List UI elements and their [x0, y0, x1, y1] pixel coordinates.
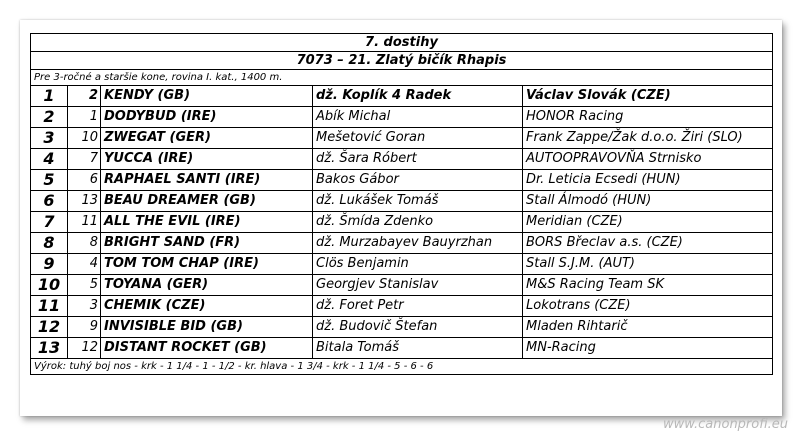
owner-cell: Lokotrans (CZE): [523, 296, 773, 317]
jockey-cell: dž. Murzabayev Bauyrzhan: [313, 233, 523, 254]
table-row: [31, 254, 772, 275]
number-cell: 9: [68, 317, 101, 338]
number-cell: 10: [68, 128, 101, 149]
place-cell: 6: [31, 191, 68, 212]
number-cell: 7: [68, 149, 101, 170]
table-row: [31, 170, 772, 191]
table-row: [31, 86, 772, 107]
table-row: [31, 233, 772, 254]
jockey-cell: dž. Šmída Zdenko: [313, 212, 523, 233]
jockey-cell: dž. Šara Róbert: [313, 149, 523, 170]
jockey-cell: Abík Michal: [313, 107, 523, 128]
jockey-cell: Mešetović Goran: [313, 128, 523, 149]
jockey-cell: dž. Lukášek Tomáš: [313, 191, 523, 212]
race-name: 7073 – 21. Zlatý bičík Rhapis: [31, 52, 772, 70]
watermark: www.canonprofi.eu: [662, 417, 788, 432]
table-row: [31, 317, 772, 338]
owner-cell: BORS Břeclav a.s. (CZE): [523, 233, 773, 254]
table-row: [31, 107, 772, 128]
number-cell: 11: [68, 212, 101, 233]
race-conditions: Pre 3-ročné a staršie kone, rovina I. kat., 1400 m.: [31, 70, 772, 86]
owner-cell: Frank Zappe/Žak d.o.o. Žiri (SLO): [523, 128, 773, 149]
jockey-cell: Clös Benjamin: [313, 254, 523, 275]
owner-cell: MN-Racing: [523, 338, 773, 359]
place-cell: 7: [31, 212, 68, 233]
number-cell: 12: [68, 338, 101, 359]
place-cell: 1: [31, 86, 68, 107]
number-cell: 6: [68, 170, 101, 191]
place-cell: 4: [31, 149, 68, 170]
number-cell: 8: [68, 233, 101, 254]
table-row: [31, 338, 772, 359]
place-cell: 10: [31, 275, 68, 296]
jockey-cell: dž. Budovič Štefan: [313, 317, 523, 338]
owner-cell: Václav Slovák (CZE): [523, 86, 773, 107]
jockey-cell: Georgjev Stanislav: [313, 275, 523, 296]
horse-cell: RAPHAEL SANTI (IRE): [101, 170, 313, 191]
table-row: [31, 128, 772, 149]
results-frame: [30, 33, 773, 375]
owner-cell: Stall S.J.M. (AUT): [523, 254, 773, 275]
horse-cell: TOYANA (GER): [101, 275, 313, 296]
table-row: [31, 212, 772, 233]
owner-cell: AUTOOPRAVOVŇA Strnisko: [523, 149, 773, 170]
table-row: [31, 296, 772, 317]
number-cell: 1: [68, 107, 101, 128]
place-cell: 9: [31, 254, 68, 275]
table-row: [31, 149, 772, 170]
horse-cell: KENDY (GB): [101, 86, 313, 107]
jockey-cell: dž. Koplík 4 Radek: [313, 86, 523, 107]
number-cell: 3: [68, 296, 101, 317]
race-number-title: 7. dostihy: [31, 34, 772, 52]
horse-cell: DISTANT ROCKET (GB): [101, 338, 313, 359]
horse-cell: BEAU DREAMER (GB): [101, 191, 313, 212]
jockey-cell: dž. Foret Petr: [313, 296, 523, 317]
race-margins: Výrok: tuhý boj nos - krk - 1 1/4 - 1 - 1/2 - kr. hlava - 1 3/4 - krk - 1 1/4 - 5 - 6 - 6: [34, 361, 434, 372]
owner-cell: M&S Racing Team SK: [523, 275, 773, 296]
owner-cell: Meridian (CZE): [523, 212, 773, 233]
jockey-cell: Bitala Tomáš: [313, 338, 523, 359]
owner-cell: Mladen Rihtarič: [523, 317, 773, 338]
table-row: [31, 191, 772, 212]
horse-cell: DODYBUD (IRE): [101, 107, 313, 128]
place-cell: 11: [31, 296, 68, 317]
place-cell: 2: [31, 107, 68, 128]
horse-cell: INVISIBLE BID (GB): [101, 317, 313, 338]
horse-cell: BRIGHT SAND (FR): [101, 233, 313, 254]
place-cell: 13: [31, 338, 68, 359]
results-sheet: [20, 20, 782, 416]
horse-cell: ALL THE EVIL (IRE): [101, 212, 313, 233]
horse-cell: ZWEGAT (GER): [101, 128, 313, 149]
owner-cell: Dr. Leticia Ecsedi (HUN): [523, 170, 773, 191]
horse-cell: TOM TOM CHAP (IRE): [101, 254, 313, 275]
number-cell: 4: [68, 254, 101, 275]
table-row: [31, 275, 772, 296]
results-table: [31, 86, 772, 359]
horse-cell: YUCCA (IRE): [101, 149, 313, 170]
jockey-cell: Bakos Gábor: [313, 170, 523, 191]
horse-cell: CHEMIK (CZE): [101, 296, 313, 317]
number-cell: 2: [68, 86, 101, 107]
place-cell: 8: [31, 233, 68, 254]
number-cell: 13: [68, 191, 101, 212]
number-cell: 5: [68, 275, 101, 296]
owner-cell: Stall Álmodó (HUN): [523, 191, 773, 212]
place-cell: 12: [31, 317, 68, 338]
place-cell: 3: [31, 128, 68, 149]
owner-cell: HONOR Racing: [523, 107, 773, 128]
place-cell: 5: [31, 170, 68, 191]
